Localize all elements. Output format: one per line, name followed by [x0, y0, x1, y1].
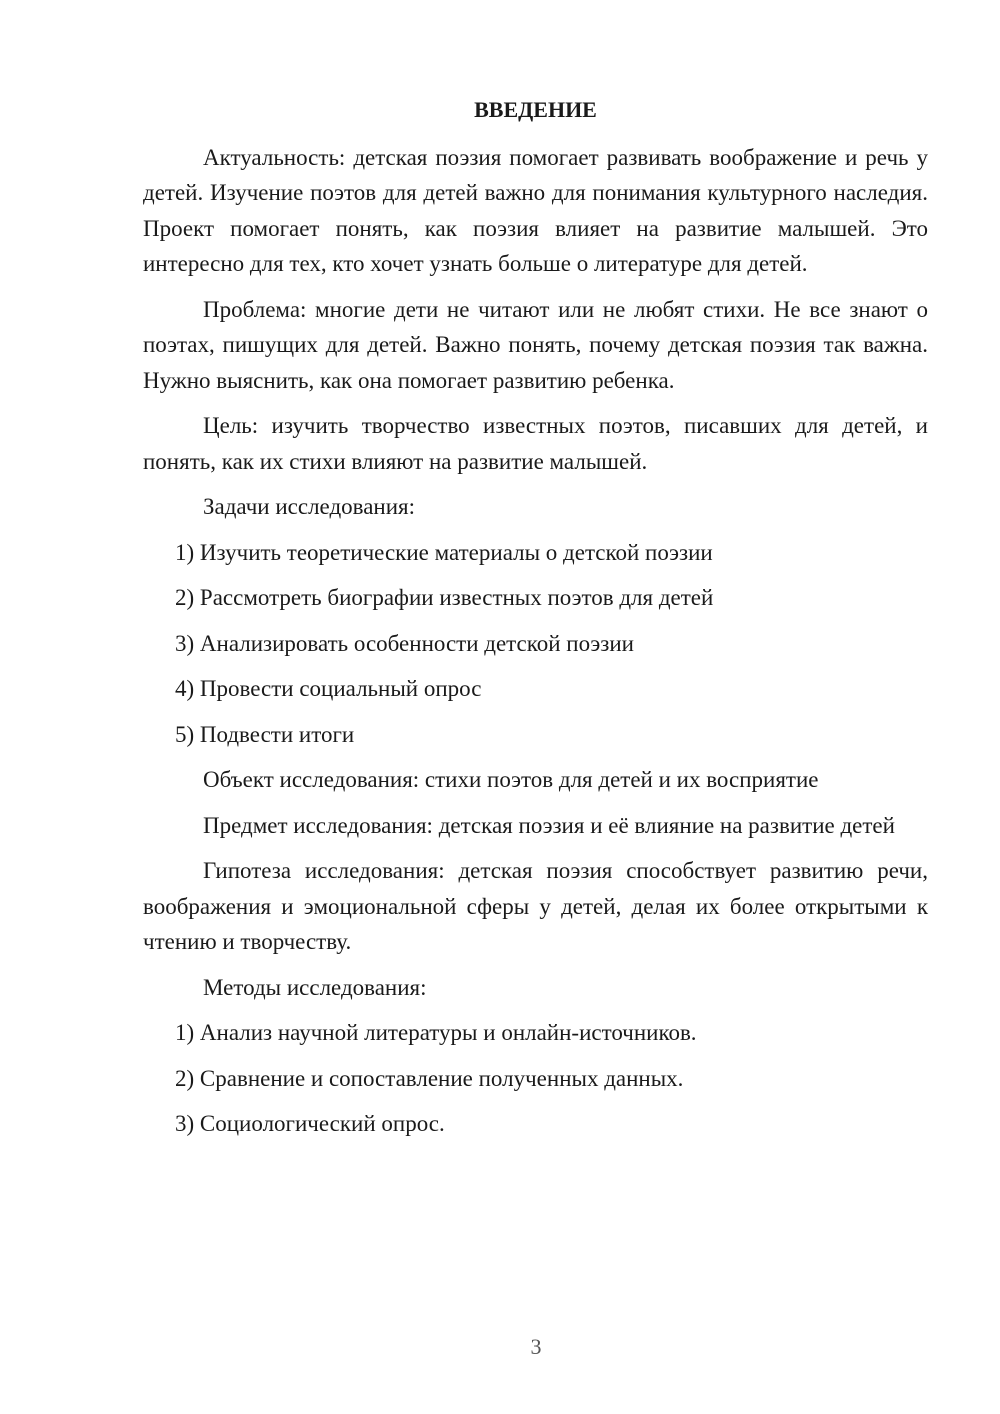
goal-paragraph: Цель: изучить творчество известных поэтов, писавших для детей, и понять, как их стихи влияют на развитие малышей.	[143, 413, 928, 474]
subject-paragraph: Предмет исследования: детская поэзия и её влияние на развитие детей	[203, 812, 895, 838]
task-item: 2) Рассмотреть биографии известных поэтов для детей	[175, 585, 714, 610]
task-item: 4) Провести социальный опрос	[175, 676, 482, 701]
methods-list	[143, 1015, 928, 1142]
tasks-heading: Задачи исследования:	[203, 494, 416, 519]
problem-paragraph: Проблема: многие дети не читают или не любят стихи. Не все знают о поэтах, пишущих для детей. Важно понять, почему детская поэзия так важна. Нужно выяснить, как она помогает развитию ребенка.	[143, 296, 928, 393]
document-body	[143, 92, 928, 1152]
relevance-paragraph: Актуальность: детская поэзия помогает развивать воображение и речь у детей. Изучение поэтов для детей важно для понимания культурного наследия. Проект помогает понять, как поэзия влияет на развитие малышей. Это интересно для тех, кто хочет узнать больше о литературе для детей.	[143, 144, 928, 276]
section-title: ВВЕДЕНИЕ	[474, 97, 597, 122]
method-item: 3) Социологический опрос.	[175, 1111, 445, 1136]
methods-heading: Методы исследования:	[203, 974, 427, 1000]
method-item: 1) Анализ научной литературы и онлайн-источников.	[175, 1020, 697, 1045]
hypothesis-paragraph: Гипотеза исследования: детская поэзия способствует развитию речи, воображения и эмоциональной сферы у детей, делая их более открытыми к чтению и творчеству.	[143, 858, 928, 954]
task-item: 3) Анализировать особенности детской поэзии	[175, 630, 634, 656]
task-item: 1) Изучить теоретические материалы о детской поэзии	[175, 539, 713, 565]
page-number: 3	[530, 1334, 542, 1359]
object-paragraph: Объект исследования: стихи поэтов для детей и их восприятие	[203, 767, 819, 792]
tasks-list	[143, 535, 928, 753]
task-item: 5) Подвести итоги	[175, 721, 355, 747]
method-item: 2) Сравнение и сопоставление полученных данных.	[175, 1065, 684, 1091]
